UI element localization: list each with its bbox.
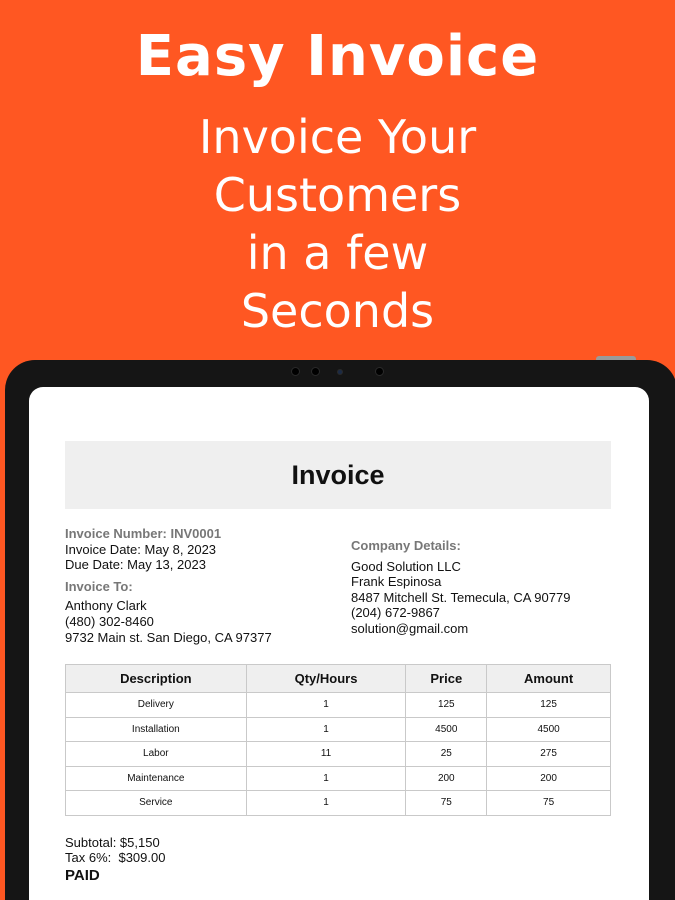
item-amount: 125 [487, 693, 611, 718]
app-title: Easy Invoice [135, 24, 540, 89]
invoice-due-date: Due Date: May 13, 2023 [65, 557, 206, 573]
column-header: Price [406, 665, 487, 693]
subtitle-line: Customers [213, 168, 462, 222]
subtitle-line: in a few [246, 226, 429, 280]
customer-name: Anthony Clark [65, 598, 147, 614]
company-phone: (204) 672-9867 [351, 605, 440, 621]
table-header-row [66, 665, 611, 693]
item-qty: 1 [246, 717, 406, 742]
item-qty: 1 [246, 791, 406, 816]
table-row [66, 791, 611, 816]
company-name: Good Solution LLC [351, 558, 461, 574]
column-header: Amount [487, 665, 611, 693]
table-row [66, 766, 611, 791]
item-qty: 1 [246, 766, 406, 791]
invoice-date: Invoice Date: May 8, 2023 [65, 541, 217, 557]
camera-dot [291, 367, 300, 376]
camera-lens [337, 369, 343, 375]
item-price: 25 [406, 742, 487, 767]
subtitle-line: Invoice Your [198, 110, 477, 164]
column-header: Qty/Hours [246, 665, 406, 693]
table-row [66, 742, 611, 767]
item-qty: 11 [246, 742, 406, 767]
invoice-number: Invoice Number: INV0001 [65, 526, 222, 541]
subtitle-line: Seconds [240, 284, 435, 338]
item-description: Delivery [66, 693, 247, 718]
company-address: 8487 Mitchell St. Temecula, CA 90779 [351, 589, 571, 605]
customer-address: 9732 Main st. San Diego, CA 97377 [65, 629, 272, 645]
invoice-to-label: Invoice To: [65, 578, 133, 594]
company-label: Company Details: [351, 538, 461, 553]
table-row [66, 693, 611, 718]
item-amount: 200 [487, 766, 611, 791]
item-description: Installation [66, 717, 247, 742]
subtotal: Subtotal: $5,150 [65, 835, 160, 850]
item-price: 125 [406, 693, 487, 718]
item-price: 75 [406, 791, 487, 816]
company-email: solution@gmail.com [351, 620, 469, 636]
item-price: 4500 [406, 717, 487, 742]
tablet-frame [5, 360, 675, 900]
item-amount: 75 [487, 791, 611, 816]
company-details [351, 538, 570, 637]
item-description: Labor [66, 742, 247, 767]
invoice-screen [29, 387, 649, 900]
item-amount: 4500 [487, 717, 611, 742]
column-header: Description [66, 665, 247, 693]
item-description: Maintenance [66, 766, 247, 791]
hero-subtitle [0, 108, 675, 340]
line-items-table [65, 664, 611, 816]
table-row [66, 717, 611, 742]
customer-phone: (480) 302-8460 [65, 613, 154, 629]
invoice-totals [65, 835, 165, 883]
item-amount: 275 [487, 742, 611, 767]
company-contact: Frank Espinosa [351, 574, 442, 590]
tax: Tax 6%: $309.00 [65, 850, 166, 865]
invoice-heading: Invoice [65, 441, 611, 509]
item-description: Service [66, 791, 247, 816]
camera-dot [375, 367, 384, 376]
item-qty: 1 [246, 693, 406, 718]
item-price: 200 [406, 766, 487, 791]
invoice-meta [65, 526, 272, 645]
camera-dot [311, 367, 320, 376]
paid-status: PAID [65, 867, 100, 884]
